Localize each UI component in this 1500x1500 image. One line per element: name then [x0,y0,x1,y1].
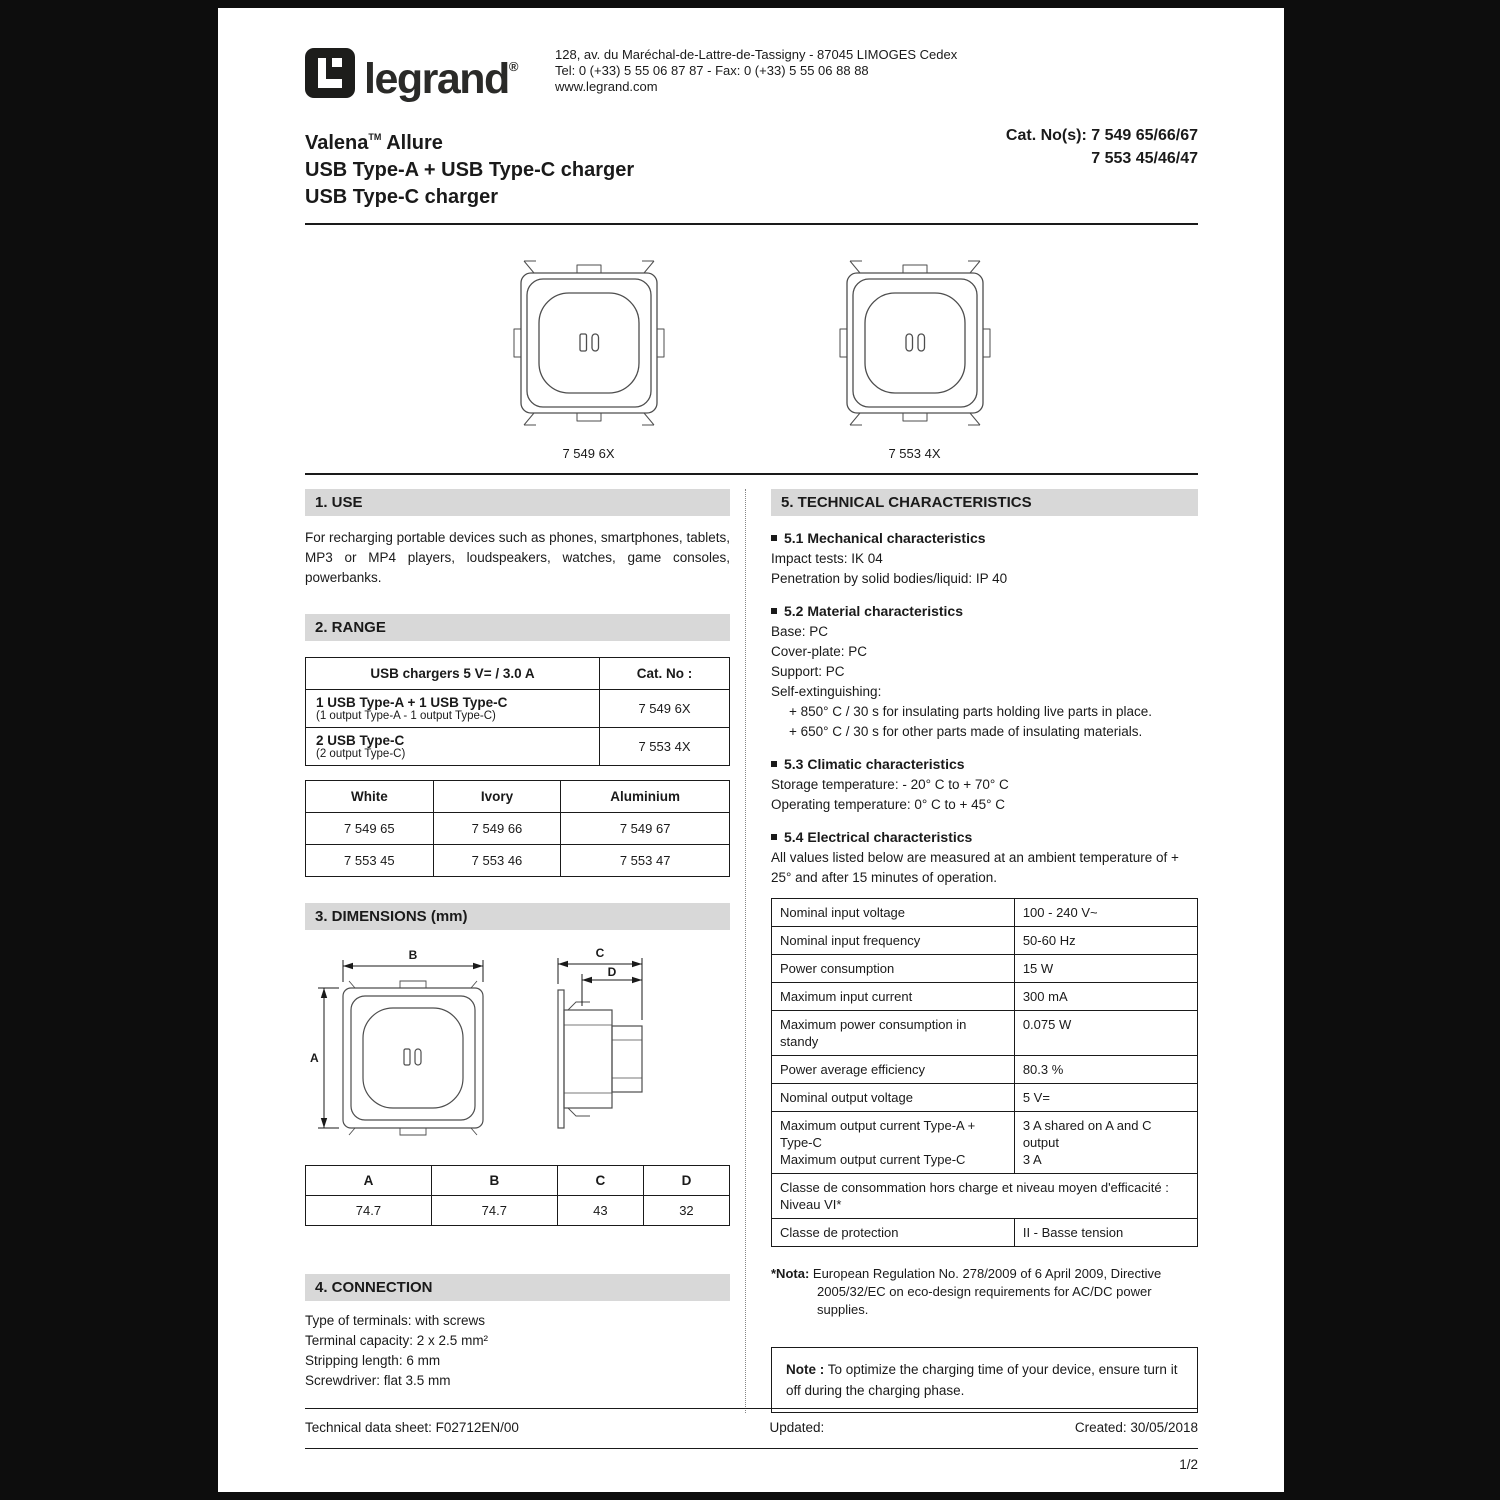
dimensions-drawing [305,930,730,1152]
square-bullet-icon [771,535,777,541]
table-cell: Nominal input frequency [772,927,1015,955]
subsection-heading: 5.1 Mechanical characteristics [771,530,1198,546]
section-divider [305,473,1198,475]
electrical-table [771,898,1198,1247]
left-column [305,489,730,1413]
spec-line: Base: PC [771,624,829,639]
datasheet-reference: Technical data sheet: F02712EN/00 [305,1420,519,1435]
product-figure [820,251,1010,461]
table-row [306,728,730,766]
table-cell: 7 549 67 [561,813,730,845]
table-cell: 3 A shared on A and C output 3 A [1014,1112,1197,1174]
trademark-mark: TM [368,132,382,142]
color-variants-table [305,780,730,877]
legrand-logo [305,42,555,104]
spec-line: Cover-plate: PC [771,644,868,659]
section-use-header: 1. USE [305,489,730,516]
company-address [555,42,957,95]
table-cell: 7 549 6X [600,690,730,728]
table-cell: 5 V= [1014,1084,1197,1112]
table-row [772,1084,1198,1112]
cat-number-line: Cat. No(s): 7 549 65/66/67 [1005,127,1198,144]
spec-line: + 650° C / 30 s for other parts made of insulating materials. [789,724,1143,739]
spec-line: Operating temperature: 0° C to + 45° C [771,797,1006,812]
table-cell: 15 W [1014,955,1197,983]
table-row [772,955,1198,983]
footer [305,1408,1198,1472]
table-cell: 7 553 46 [433,845,561,877]
table-cell: Aluminium [561,781,730,813]
product-reference: 7 549 6X [562,446,615,461]
table-row [772,1112,1198,1174]
product-family-title: Valena™ Allure [305,132,443,154]
table-row [772,1056,1198,1084]
table-cell: C [557,1166,643,1196]
table-cell: Nominal input voltage [772,899,1015,927]
table-row [306,1166,730,1196]
dim-label-a: A [310,1051,319,1065]
section-connection-header: 4. CONNECTION [305,1274,730,1301]
cat-number-line: 7 553 45/46/47 [1091,150,1198,167]
dimensions-table [305,1165,730,1226]
table-cell: 7 549 66 [433,813,561,845]
square-bullet-icon [771,834,777,840]
square-bullet-icon [771,761,777,767]
subsection-heading: 5.2 Material characteristics [771,603,1198,619]
table-cell: D [643,1166,729,1196]
subsection-heading: 5.3 Climatic characteristics [771,756,1198,772]
spec-line: Storage temperature: - 20° C to + 70° C [771,777,1009,792]
connection-spec-line: Terminal capacity: 2 x 2.5 mm² [305,1333,489,1348]
connection-spec-line: Type of terminals: with screws [305,1313,486,1328]
table-cell: 74.7 [431,1196,557,1226]
square-bullet-icon [771,608,777,614]
table-row [306,813,730,845]
table-cell: 32 [643,1196,729,1226]
spec-line: Penetration by solid bodies/liquid: IP 40 [771,571,1008,586]
dim-label-b: B [408,948,418,962]
product-images [305,251,1198,461]
dim-label-d: D [607,965,617,979]
section-dimensions-header: 3. DIMENSIONS (mm) [305,903,730,930]
footer-row [305,1408,1198,1449]
table-cell: 0.075 W [1014,1011,1197,1056]
table-row [772,927,1198,955]
table-cell: 43 [557,1196,643,1226]
range-table [305,657,730,766]
table-cell: 7 553 47 [561,845,730,877]
table-cell: 1 USB Type-A + 1 USB Type-C (1 output Type-A - 1 output Type-C) [306,690,600,728]
nota-text: *Nota: European Regulation No. 278/2009 of 6 April 2009, Directive 2005/32/EC on eco-design requirements for AC/DC power supplies. [771,1266,1162,1317]
table-cell: 100 - 240 V~ [1014,899,1197,927]
table-row [772,1011,1198,1056]
table-row [772,983,1198,1011]
table-row [306,845,730,877]
table-cell: Power consumption [772,955,1015,983]
table-cell: Maximum power consumption in standy [772,1011,1015,1056]
address-line: 128, av. du Maréchal-de-Lattre-de-Tassigny - 87045 LIMOGES Cedex [555,47,958,62]
spec-line: Support: PC [771,664,845,679]
table-cell: Ivory [433,781,561,813]
subsection-heading: 5.4 Electrical characteristics [771,829,1198,845]
table-cell: 50-60 Hz [1014,927,1197,955]
section-technical-header: 5. TECHNICAL CHARACTERISTICS [771,489,1198,516]
catalog-numbers [1006,124,1198,211]
website-link[interactable]: www.legrand.com [555,79,658,94]
table-cell: 74.7 [306,1196,432,1226]
table-cell: Maximum input current [772,983,1015,1011]
table-cell: 7 553 4X [600,728,730,766]
spec-line: Impact tests: IK 04 [771,551,883,566]
table-row [772,1174,1198,1219]
table-cell: Classe de consommation hors charge et niveau moyen d'efficacité : Niveau VI* [772,1174,1198,1219]
electrical-intro: All values listed below are measured at an ambient temperature of + 25° and after 15 minutes of operation. [771,850,1179,885]
updated-label: Updated: [769,1420,825,1435]
product-drawing-7549 [494,251,684,435]
table-row [306,1196,730,1226]
header [305,42,1198,104]
table-cell: 7 553 45 [306,845,434,877]
connection-spec-line: Stripping length: 6 mm [305,1353,441,1368]
table-cell: Power average efficiency [772,1056,1015,1084]
table-cell: B [431,1166,557,1196]
table-cell: 80.3 % [1014,1056,1197,1084]
table-cell: USB chargers 5 V= / 3.0 A [306,658,600,690]
product-title-line: USB Type-A + USB Type-C charger [305,159,635,181]
created-date: Created: 30/05/2018 [1074,1420,1198,1435]
title-divider [305,223,1198,225]
spec-line: Self-extinguishing: [771,684,882,699]
use-paragraph: For recharging portable devices such as phones, smartphones, tablets, MP3 or MP4 players, loudspeakers, watches, game consoles, powerbanks. [305,530,730,585]
table-cell: White [306,781,434,813]
registered-mark: ® [508,59,517,74]
connection-spec-line: Screwdriver: flat 3.5 mm [305,1373,451,1388]
product-reference: 7 553 4X [888,446,941,461]
table-cell: A [306,1166,432,1196]
product-title-line: USB Type-C charger [305,186,499,208]
table-cell: Maximum output current Type-A + Type-C Maximum output current Type-C [772,1112,1015,1174]
table-cell: Cat. No : [600,658,730,690]
section-range-header: 2. RANGE [305,614,730,641]
product-figure [494,251,684,461]
legrand-logo-icon [305,48,355,98]
table-cell: 2 USB Type-C (2 output Type-C) [306,728,600,766]
note-box: Note : To optimize the charging time of your device, ensure turn it off during the charging phase. [771,1347,1198,1413]
datasheet-page [218,8,1284,1492]
product-drawing-7553 [820,251,1010,435]
table-row [306,781,730,813]
page-number: 1/2 [1179,1457,1198,1472]
table-cell: II - Basse tension [1014,1219,1197,1247]
spec-line: + 850° C / 30 s for insulating parts holding live parts in place. [789,704,1152,719]
title-block [305,124,1198,211]
right-column [745,489,1198,1413]
table-cell: 300 mA [1014,983,1197,1011]
dim-label-c: C [595,946,605,960]
address-line: Tel: 0 (+33) 5 55 06 87 87 - Fax: 0 (+33) 5 55 06 88 88 [555,63,869,78]
table-row [306,658,730,690]
table-row [772,1219,1198,1247]
logo-wordmark: legrand® [364,55,517,103]
table-cell: Classe de protection [772,1219,1015,1247]
table-row [306,690,730,728]
table-row [772,899,1198,927]
table-cell: 7 549 65 [306,813,434,845]
table-cell: Nominal output voltage [772,1084,1015,1112]
